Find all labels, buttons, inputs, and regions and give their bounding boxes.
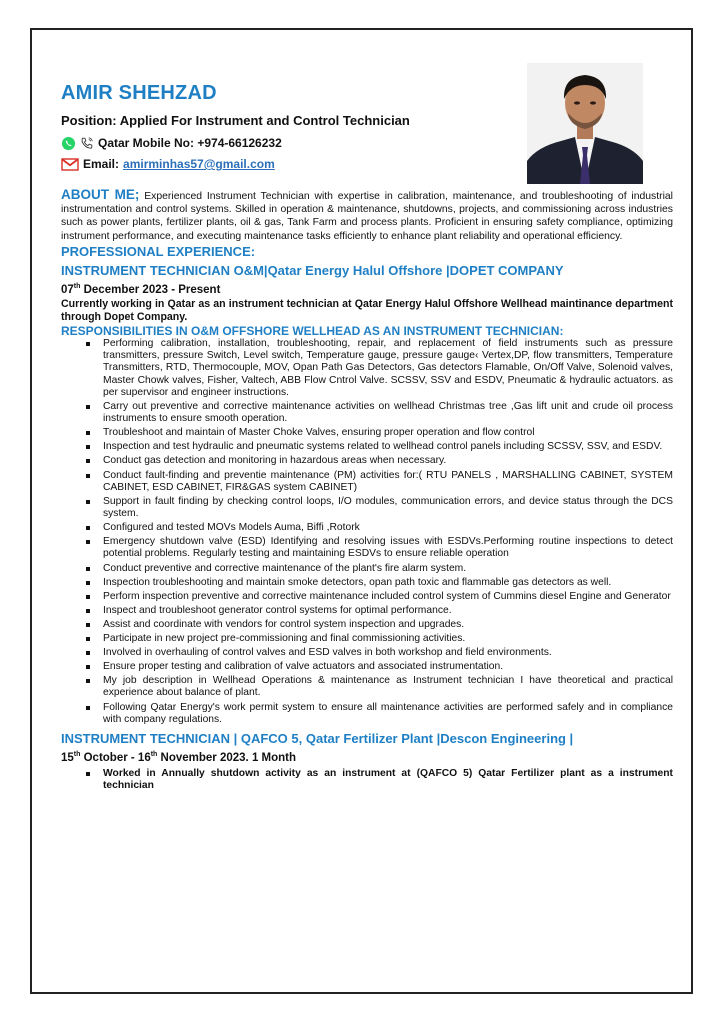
job1-duties-list: [61, 338, 673, 728]
list-item: Performing calibration, installation, troubleshooting, repair, and replacement of field instruments such as pressure transmitters, pressure Switch, Level switch, Temperature gauge, pressure gauge‹ Vertex,DP, flow transmitters, Temperature Transmitters, RTD, Thermocouple, MOV, Opan Path Gas Detectors, Gas detectors Flamable, On/Off Valve, Solenoid valves, Master Chowk valves, Fisher, Valtech, ABB Flow Cntrol Valve. SCSSV, SSV and ESDV, Pneumatic & hydraulic actuators. as per supervisor and engineer instructions.: [103, 338, 673, 401]
list-item: Conduct fault-finding and preventie maintenance (PM) activities for:( RTU PANELS , MARSHALLING CABINET, SYSTEM CABINET, ESD CABINET, FIR&GAS system CABINET): [103, 470, 673, 496]
position-value: Applied For Instrument and Control Technician: [119, 113, 410, 128]
about-heading: ABOUT ME;: [61, 187, 140, 202]
resume-content: [61, 80, 673, 794]
list-item: Inspection troubleshooting and maintain smoke detectors, opan path toxic and flammable gas detectors as well.: [103, 577, 673, 591]
list-item: Ensure proper testing and calibration of valve actuators and associated instrumentation.: [103, 661, 673, 675]
list-item: Support in fault finding by checking control loops, I/O modules, communication errors, and device status through the DCS system.: [103, 496, 673, 522]
list-item: Involved in overhauling of control valves and ESD valves in both workshop and field environments.: [103, 647, 673, 661]
list-item: Assist and coordinate with vendors for control system inspection and upgrades.: [103, 619, 673, 633]
list-item: Following Qatar Energy's work permit system to ensure all maintenance activities are performed safely and in compliance with company regulations.: [103, 702, 673, 728]
email-row: [61, 156, 673, 172]
job1-dates: 07th December 2023 - Present: [61, 282, 221, 296]
list-item: Inspection and test hydraulic and pneumatic systems related to wellhead control panels including SCSSV, SSV, and ESDV.: [103, 441, 673, 455]
responsibilities-heading: RESPONSIBILITIES IN O&M OFFSHORE WELLHEAD AS AN INSTRUMENT TECHNICIAN:: [61, 324, 564, 339]
list-item: Conduct preventive and corrective maintenance of the plant's fire alarm system.: [103, 563, 673, 577]
email-label: Email:: [83, 157, 120, 171]
job2-duties-list: [61, 768, 673, 794]
gmail-icon: [61, 158, 79, 171]
list-item: Participate in new project pre-commissioning and final commissioning activities.: [103, 633, 673, 647]
email-link[interactable]: amirminhas57@gmail.com: [123, 157, 275, 171]
list-item: Perform inspection preventive and corrective maintenance included control system of Cummins diesel Engine and Generator: [103, 591, 673, 605]
position-line: [61, 112, 673, 130]
job1-summary: Currently working in Qatar as an instrument technician at Qatar Energy Halul Offshore Wellhead maintinance department through Dopet Company.: [61, 297, 673, 323]
position-label: Position:: [61, 113, 117, 128]
job1-title: INSTRUMENT TECHNICIAN O&M|Qatar Energy Halul Offshore |DOPET COMPANY: [61, 262, 564, 278]
list-item: My job description in Wellhead Operations & maintenance as Instrument technician I have theoretical and practical experience about balance of plant.: [103, 675, 673, 701]
candidate-name: AMIR SHEHZAD: [61, 82, 217, 104]
experience-heading: PROFESSIONAL EXPERIENCE:: [61, 243, 256, 259]
whatsapp-icon: [61, 136, 76, 151]
list-item: Inspect and troubleshoot generator control systems for optimal performance.: [103, 605, 673, 619]
mobile-number: Qatar Mobile No: +974-66126232: [98, 136, 282, 150]
list-item: Conduct gas detection and monitoring in hazardous areas when necessary.: [103, 455, 673, 469]
job2-dates: 15th October - 16th November 2023. 1 Month: [61, 750, 297, 764]
phone-icon: [80, 136, 94, 150]
mobile-row: [61, 135, 673, 151]
list-item: Emergency shutdown valve (ESD) Identifying and resolving issues with ESDVs.Performing routine inspections to detect potential problems. Regularly testing and maintaining ESDVs to ensure reliable operation: [103, 536, 673, 562]
list-item: Carry out preventive and corrective maintenance activities on wellhead Christmas tree ,Gas lift unit and crude oil process instruments to ensure smooth operation.: [103, 401, 673, 427]
list-item: Worked in Annually shutdown activity as an instrument at (QAFCO 5) Qatar Fertilizer plant as a instrument technician: [103, 768, 673, 794]
job2-title: INSTRUMENT TECHNICIAN | QAFCO 5, Qatar Fertilizer Plant |Descon Engineering |: [61, 730, 574, 746]
about-section: [61, 188, 673, 243]
about-text: Experienced Instrument Technician with expertise in calibration, maintenance, and troubleshooting of industrial instrumentation and control systems. Skilled in operation & maintenance, shutdowns, projects, and commissioning across industries such as power plants, fertilizer plants, oil & gas, Tank Farm and process plants. Proficient in ensuring safety compliance, optimizing instrument performance, and executing maintenance tasks efficiently to enhance plant reliability and operational efficiency.: [61, 191, 673, 242]
list-item: Configured and tested MOVs Models Auma, Biffi ,Rotork: [103, 522, 673, 536]
list-item: Troubleshoot and maintain of Master Choke Valves, ensuring proper operation and flow control: [103, 427, 673, 441]
